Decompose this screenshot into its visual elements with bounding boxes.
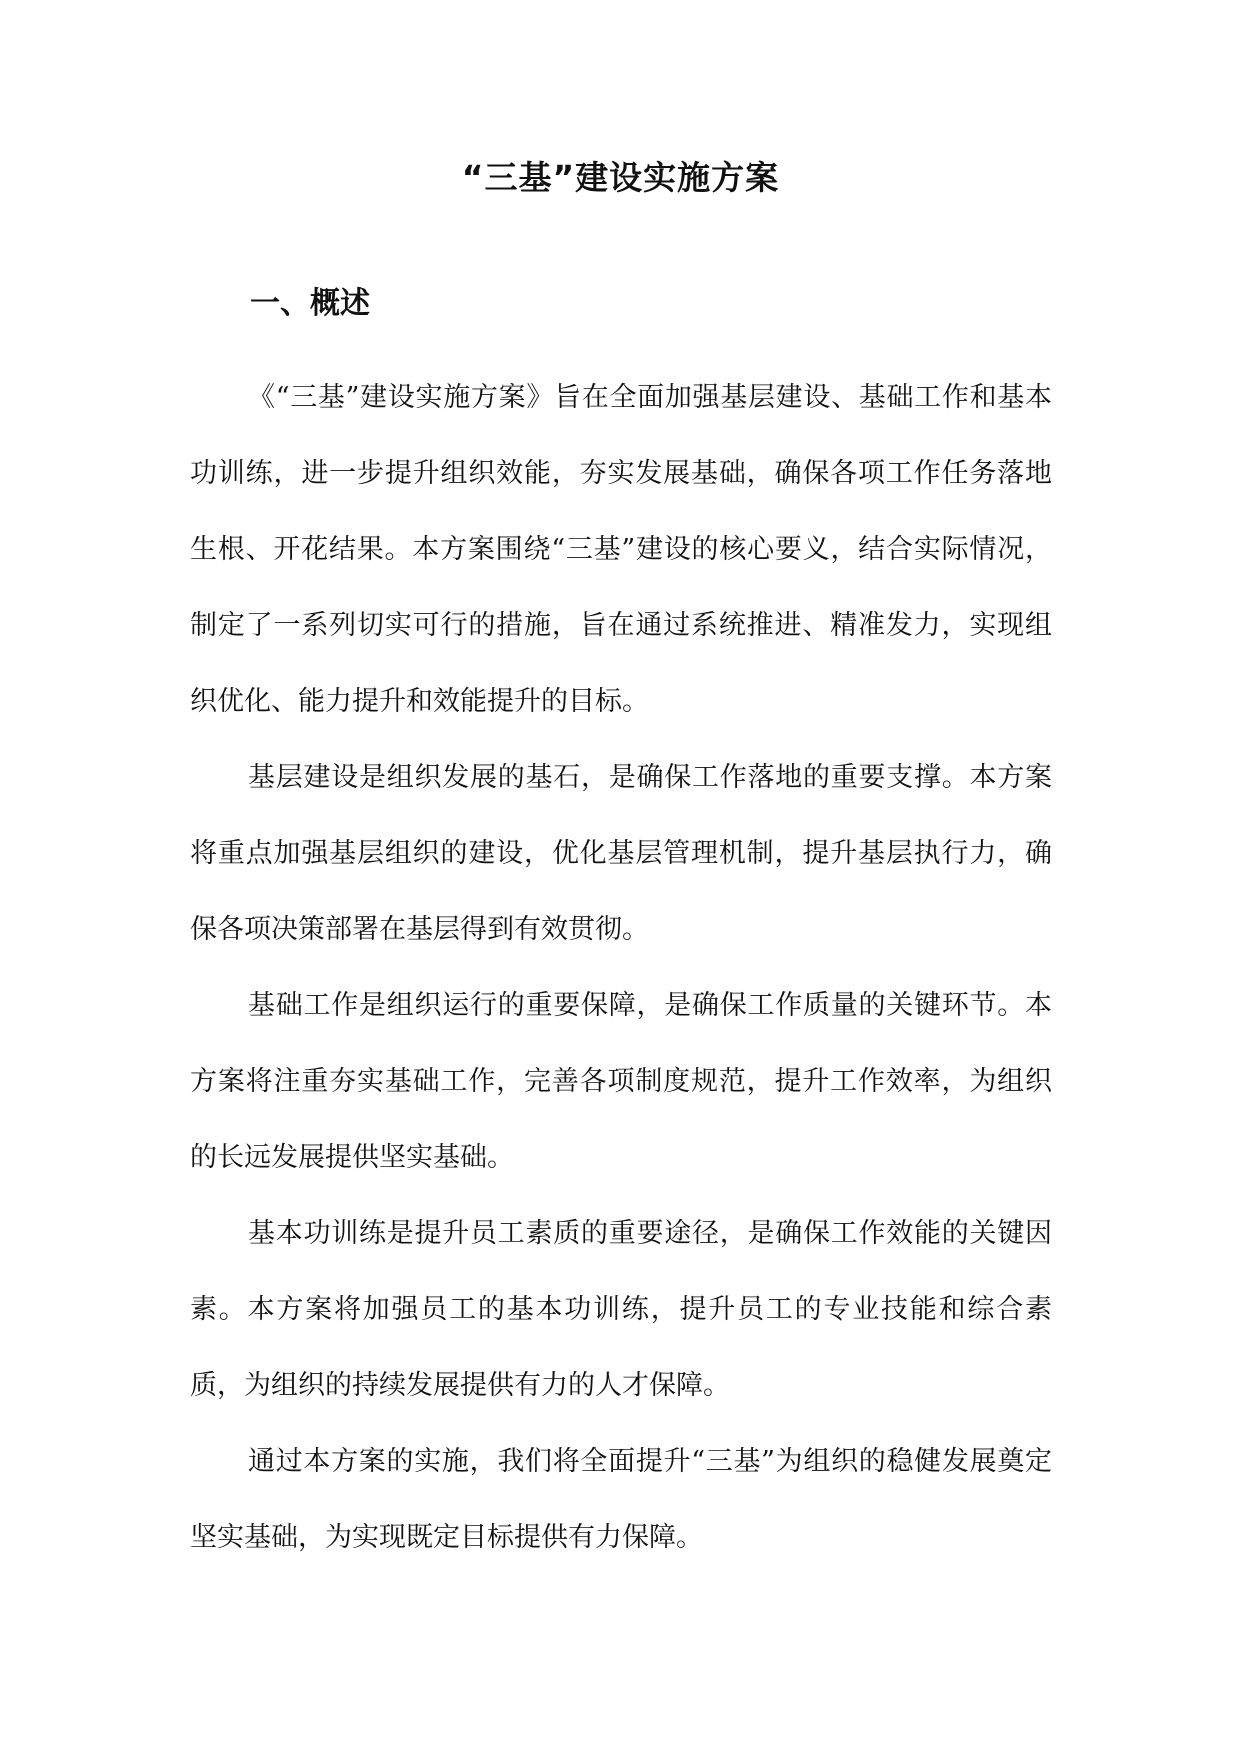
- document-title: “三基”建设实施方案: [461, 158, 780, 197]
- paragraph-foundation: 基础工作是组织运行的重要保障，是确保工作质量的关键环节。本方案将注重夯实基础工作，完善各项制度规范，提升工作效率，为组织的长远发展提供坚实基础。: [190, 990, 1052, 1173]
- document-body: [190, 360, 1052, 1576]
- paragraph-conclusion: 通过本方案的实施，我们将全面提升“三基”为组织的稳健发展奠定坚实基础，为实现既定目标提供有力保障。: [190, 1446, 1052, 1553]
- paragraph-grassroots: 基层建设是组织发展的基石，是确保工作落地的重要支撑。本方案将重点加强基层组织的建设，优化基层管理机制，提升基层执行力，确保各项决策部署在基层得到有效贯彻。: [190, 762, 1052, 945]
- paragraph-skills-training: 基本功训练是提升员工素质的重要途径，是确保工作效能的关键因素。本方案将加强员工的基本功训练，提升员工的专业技能和综合素质，为组织的持续发展提供有力的人才保障。: [190, 1218, 1052, 1401]
- section-heading-overview: 一、概述: [250, 286, 370, 321]
- paragraph-intro: 《“三基”建设实施方案》旨在全面加强基层建设、基础工作和基本功训练，进一步提升组织效能，夯实发展基础，确保各项工作任务落地生根、开花结果。本方案围绕“三基”建设的核心要义，结合实际情况，制定了一系列切实可行的措施，旨在通过系统推进、精准发力，实现组织优化、能力提升和效能提升的目标。: [190, 382, 1052, 717]
